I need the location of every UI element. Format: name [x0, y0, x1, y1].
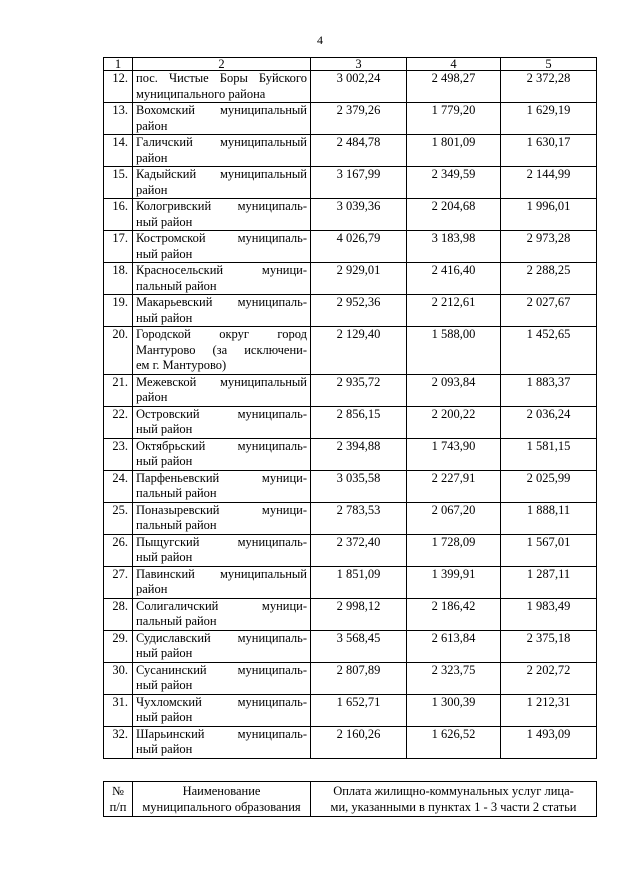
municipality-name-line-1: Макарьевский муниципаль-: [136, 295, 307, 309]
row-number: 30.: [104, 662, 133, 694]
value-col4: 1 399,91: [407, 566, 501, 598]
value-col5: 1 996,01: [501, 199, 597, 231]
table-row: [104, 502, 597, 534]
municipality-name: [133, 167, 311, 199]
value-col4: 2 349,59: [407, 167, 501, 199]
municipality-name-line-1: Островский муниципаль-: [136, 406, 307, 421]
table-row: [104, 406, 597, 438]
value-col4: 2 186,42: [407, 598, 501, 630]
municipality-name-line-1: Кадыйский муниципальный: [136, 167, 307, 181]
table-row: [104, 71, 597, 103]
value-col3: 2 807,89: [311, 662, 407, 694]
column-number-row: [104, 58, 597, 71]
table-body: [104, 58, 597, 759]
value-col4: 2 498,27: [407, 71, 501, 103]
value-col3: 4 026,79: [311, 231, 407, 263]
municipality-name-line-2: ный район: [136, 646, 193, 660]
municipality-name-line-1: Вохомский муниципальный: [136, 103, 307, 117]
municipality-name-line-2: ный район: [136, 310, 193, 325]
value-col4: 2 613,84: [407, 630, 501, 662]
row-number: 31.: [104, 694, 133, 726]
value-col5: 2 372,28: [501, 71, 597, 103]
row-number: 22.: [104, 406, 133, 438]
value-col5: 2 036,24: [501, 406, 597, 438]
value-col5: 2 288,25: [501, 263, 597, 295]
municipality-name: [133, 135, 311, 167]
municipality-name-line-2: пальный район: [136, 486, 217, 500]
table-row: [104, 199, 597, 231]
value-col3: 2 935,72: [311, 374, 407, 406]
municipality-name: [133, 374, 311, 406]
value-col4: 1 588,00: [407, 327, 501, 375]
row-number: 14.: [104, 135, 133, 167]
table-row: [104, 566, 597, 598]
municipality-name-line-1: Чухломский муниципаль-: [136, 694, 307, 709]
value-col4: 2 200,22: [407, 406, 501, 438]
next-table-header-row: [104, 782, 597, 817]
municipality-name: [133, 726, 311, 758]
row-number: 24.: [104, 470, 133, 502]
value-col4: 2 227,91: [407, 470, 501, 502]
value-col5: 1 287,11: [501, 566, 597, 598]
value-col4: 2 067,20: [407, 502, 501, 534]
value-col4: 1 626,52: [407, 726, 501, 758]
municipality-name: [133, 630, 311, 662]
page-number: 4: [317, 33, 323, 47]
value-col3: 2 856,15: [311, 406, 407, 438]
municipality-name-line-1: Сусанинский муниципаль-: [136, 662, 307, 677]
table-row: [104, 662, 597, 694]
table-row: [104, 438, 597, 470]
row-number: 26.: [104, 534, 133, 566]
value-col3: 3 035,58: [311, 470, 407, 502]
header-number-line1: №: [112, 784, 124, 798]
municipality-name-line-2: район: [136, 582, 168, 596]
column-number-2: 2: [133, 58, 311, 71]
row-number: 27.: [104, 566, 133, 598]
value-col5: 1 452,65: [501, 327, 597, 375]
table-row: [104, 103, 597, 135]
row-number: 19.: [104, 295, 133, 327]
column-number-1: 1: [104, 58, 133, 71]
municipality-name: [133, 470, 311, 502]
table-row: [104, 470, 597, 502]
municipality-name-line-1: Шарьинский муниципаль-: [136, 726, 307, 741]
municipality-name: [133, 534, 311, 566]
value-col3: 2 379,26: [311, 103, 407, 135]
table-row: [104, 327, 597, 375]
header-payment-line1: Оплата жилищно-коммунальных услуг лица-: [333, 784, 574, 798]
municipality-name-line-1: Городской округ город: [136, 327, 307, 341]
municipality-name: [133, 566, 311, 598]
value-col4: 2 416,40: [407, 263, 501, 295]
municipality-name-line-2: район: [136, 118, 168, 133]
value-col5: 1 567,01: [501, 534, 597, 566]
municipality-name-line-1: Красносельский муници-: [136, 263, 307, 277]
table-row: [104, 135, 597, 167]
column-number-5: 5: [501, 58, 597, 71]
value-col4: 2 323,75: [407, 662, 501, 694]
table-row: [104, 694, 597, 726]
header-cell-number: [104, 782, 133, 817]
municipality-name-line-2: пальный район: [136, 614, 217, 628]
value-col4: 1 300,39: [407, 694, 501, 726]
data-table: [103, 57, 597, 759]
value-col3: 2 783,53: [311, 502, 407, 534]
value-col5: 2 027,67: [501, 295, 597, 327]
value-col3: 3 568,45: [311, 630, 407, 662]
municipality-name-line-2: ный район: [136, 246, 193, 261]
row-number: 20.: [104, 327, 133, 375]
municipality-name: [133, 71, 311, 103]
table-row: [104, 534, 597, 566]
header-cell-name: [133, 782, 311, 817]
municipality-name: [133, 295, 311, 327]
municipality-name-line-1: Судиславский муниципаль-: [136, 630, 307, 645]
municipality-name-line-3: ем г. Мантурово): [136, 358, 227, 372]
value-col3: 3 002,24: [311, 71, 407, 103]
value-col5: 2 375,18: [501, 630, 597, 662]
municipality-name-line-1: Солигаличский муници-: [136, 598, 307, 613]
table-row: [104, 726, 597, 758]
value-col5: 1 888,11: [501, 502, 597, 534]
row-number: 21.: [104, 374, 133, 406]
value-col3: 2 952,36: [311, 295, 407, 327]
municipality-name-line-1: Межевской муниципальный: [136, 374, 307, 389]
value-col5: 2 973,28: [501, 231, 597, 263]
row-number: 16.: [104, 199, 133, 231]
value-col5: 1 212,31: [501, 694, 597, 726]
header-cell-payment: [311, 782, 597, 817]
row-number: 17.: [104, 231, 133, 263]
municipality-name: [133, 263, 311, 295]
value-col3: 2 372,40: [311, 534, 407, 566]
municipality-name-line-2: ный район: [136, 454, 193, 468]
municipality-name: [133, 438, 311, 470]
municipality-name: [133, 231, 311, 263]
value-col5: 1 630,17: [501, 135, 597, 167]
table-row: [104, 598, 597, 630]
row-number: 12.: [104, 71, 133, 103]
value-col4: 2 093,84: [407, 374, 501, 406]
row-number: 29.: [104, 630, 133, 662]
value-col3: 3 039,36: [311, 199, 407, 231]
municipality-name: [133, 199, 311, 231]
value-col4: 1 743,90: [407, 438, 501, 470]
row-number: 18.: [104, 263, 133, 295]
value-col4: 2 204,68: [407, 199, 501, 231]
municipality-name-line-2: ный район: [136, 742, 193, 756]
table-row: [104, 630, 597, 662]
value-col4: 1 801,09: [407, 135, 501, 167]
municipality-name-line-2: район: [136, 390, 168, 404]
value-col3: 1 851,09: [311, 566, 407, 598]
value-col5: 2 202,72: [501, 662, 597, 694]
municipality-name-line-1: Парфеньевский муници-: [136, 470, 307, 485]
table-row: [104, 167, 597, 199]
municipality-name-line-1: Октябрьский муниципаль-: [136, 438, 307, 453]
value-col4: 3 183,98: [407, 231, 501, 263]
municipality-name-line-2: район: [136, 150, 168, 165]
row-number: 25.: [104, 502, 133, 534]
municipality-name-line-2: ный район: [136, 550, 193, 564]
table-row: [104, 263, 597, 295]
header-number-line2: п/п: [109, 800, 127, 814]
next-table-header: [103, 781, 597, 817]
municipality-name: [133, 103, 311, 135]
value-col3: 1 652,71: [311, 694, 407, 726]
row-number: 28.: [104, 598, 133, 630]
table-row: [104, 374, 597, 406]
municipality-name-line-2: ный район: [136, 422, 193, 436]
value-col3: 3 167,99: [311, 167, 407, 199]
row-number: 13.: [104, 103, 133, 135]
value-col5: 2 144,99: [501, 167, 597, 199]
municipality-name-line-2: ный район: [136, 678, 193, 692]
table-row: [104, 295, 597, 327]
header-name-line2: муниципального образования: [142, 800, 301, 814]
municipality-name-line-2: муниципального района: [136, 86, 266, 101]
value-col4: 2 212,61: [407, 295, 501, 327]
value-col3: 2 998,12: [311, 598, 407, 630]
municipality-name-line-2: район: [136, 182, 168, 197]
value-col3: 2 929,01: [311, 263, 407, 295]
municipality-name: [133, 694, 311, 726]
value-col3: 2 394,88: [311, 438, 407, 470]
municipality-name-line-2: пальный район: [136, 278, 217, 293]
municipality-name-line-1: Галичский муниципальный: [136, 135, 307, 149]
value-col5: 1 493,09: [501, 726, 597, 758]
column-number-4: 4: [407, 58, 501, 71]
header-name-line1: Наименование: [182, 784, 261, 798]
row-number: 15.: [104, 167, 133, 199]
municipality-name-line-2: ный район: [136, 214, 193, 229]
municipality-name-line-2: пальный район: [136, 518, 217, 532]
municipality-name-line-1: Пыщугский муниципаль-: [136, 534, 307, 549]
value-col5: 1 629,19: [501, 103, 597, 135]
value-col3: 2 160,26: [311, 726, 407, 758]
value-col5: 1 883,37: [501, 374, 597, 406]
municipality-name: [133, 662, 311, 694]
value-col5: 2 025,99: [501, 470, 597, 502]
value-col5: 1 983,49: [501, 598, 597, 630]
municipality-name: [133, 502, 311, 534]
municipality-name-line-2: Мантурово (за исключени-: [136, 342, 307, 357]
municipality-name-line-1: Павинский муниципальный: [136, 566, 307, 581]
value-col3: 2 129,40: [311, 327, 407, 375]
column-number-3: 3: [311, 58, 407, 71]
value-col4: 1 728,09: [407, 534, 501, 566]
municipality-name-line-1: Поназыревский муници-: [136, 502, 307, 517]
header-payment-line2: ми, указанными в пунктах 1 - 3 части 2 статьи: [330, 800, 577, 814]
municipality-name-line-1: Кологривский муниципаль-: [136, 199, 307, 213]
municipality-name-line-2: ный район: [136, 710, 193, 724]
municipality-name: [133, 598, 311, 630]
row-number: 32.: [104, 726, 133, 758]
table-row: [104, 231, 597, 263]
value-col4: 1 779,20: [407, 103, 501, 135]
municipality-name: [133, 406, 311, 438]
municipality-name-line-1: пос. Чистые Боры Буйского: [136, 71, 307, 85]
value-col5: 1 581,15: [501, 438, 597, 470]
municipality-name: [133, 327, 311, 375]
municipality-name-line-1: Костромской муниципаль-: [136, 231, 307, 245]
value-col3: 2 484,78: [311, 135, 407, 167]
row-number: 23.: [104, 438, 133, 470]
